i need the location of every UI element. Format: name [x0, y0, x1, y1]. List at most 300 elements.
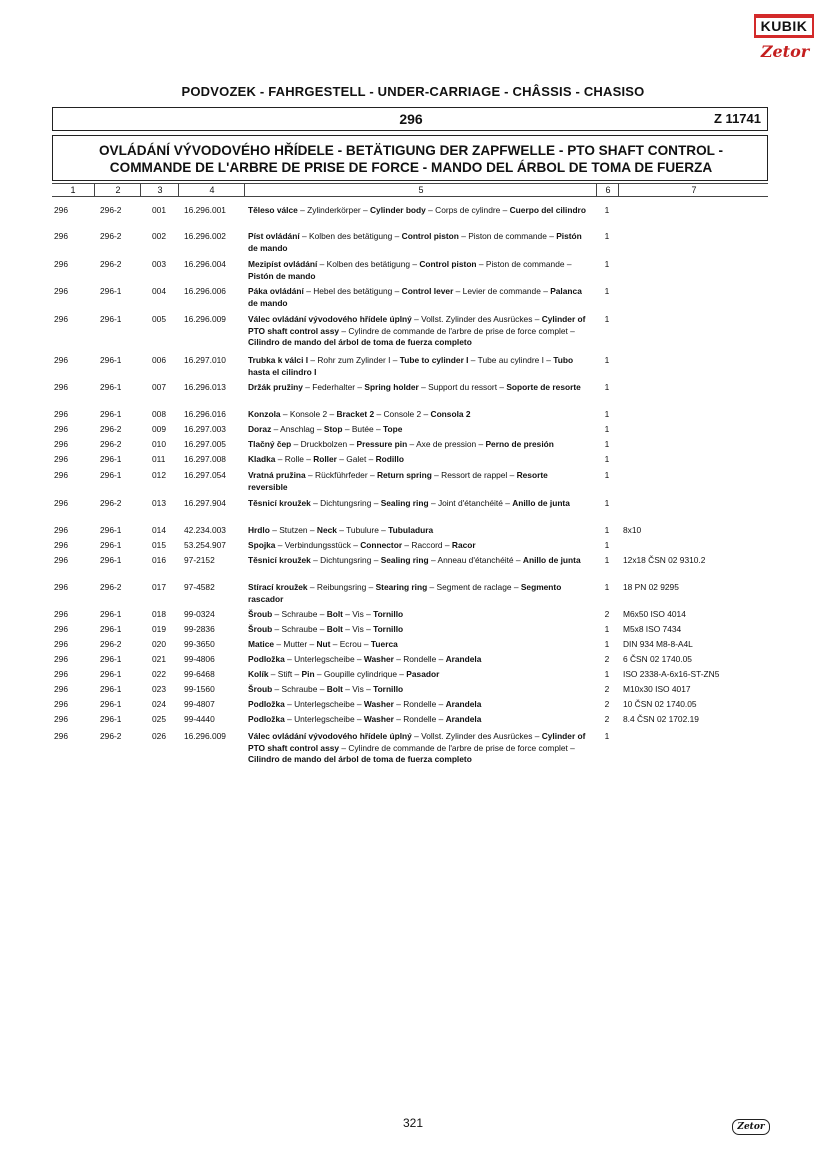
separator: –	[567, 742, 575, 753]
description-cz: Konzola	[248, 409, 281, 419]
separator: –	[393, 699, 404, 709]
part-number-cell: 16.297.010	[184, 355, 226, 365]
zetor-footer-logo: Zetor	[732, 1119, 770, 1135]
note-cell: 6 ČSN 02 1740.05	[623, 654, 692, 664]
separator: –	[275, 454, 285, 464]
part-number-cell: 99-4440	[184, 714, 215, 724]
separator: –	[567, 325, 575, 336]
description-es: Tornillo	[373, 624, 404, 634]
separator: –	[428, 498, 438, 508]
part-number-cell: 16.296.006	[184, 286, 226, 296]
position-cell: 018	[152, 609, 166, 619]
separator: –	[428, 555, 438, 565]
group-cell: 296	[54, 731, 68, 741]
separator: –	[347, 439, 357, 449]
position-cell: 008	[152, 409, 166, 419]
description-es: Consola 2	[430, 409, 471, 419]
separator: –	[476, 439, 486, 449]
description-cell	[248, 731, 588, 766]
group-cell: 296	[54, 409, 68, 419]
separator: –	[371, 498, 381, 508]
separator: –	[297, 205, 308, 215]
separator: –	[350, 540, 361, 550]
position-cell: 003	[152, 259, 166, 269]
quantity-cell: 1	[604, 205, 610, 215]
description-en: Cylinder of PTO shaft control assy	[248, 731, 586, 753]
description-cz: Stírací kroužek	[248, 582, 308, 592]
description-fr: Rondelle	[403, 699, 437, 709]
figure-cell: 296-2	[100, 424, 122, 434]
separator: –	[532, 731, 542, 741]
description-fr: Ecrou	[339, 639, 362, 649]
note-cell: 18 PN 02 9295	[623, 582, 679, 592]
column-header-5: 5	[244, 184, 597, 196]
separator: –	[390, 355, 400, 365]
quantity-cell: 2	[604, 699, 610, 709]
description-cz: Šroub	[248, 609, 273, 619]
description-cell	[248, 498, 588, 510]
quantity-cell: 1	[604, 582, 610, 592]
position-cell: 026	[152, 731, 166, 741]
separator: –	[507, 470, 517, 480]
description-en: Control piston	[419, 259, 477, 269]
description-cz: Spojka	[248, 540, 276, 550]
separator: –	[468, 355, 478, 365]
figure-cell: 296-1	[100, 314, 122, 324]
separator: –	[436, 654, 446, 664]
description-en: Washer	[363, 714, 394, 724]
description-en: Pressure pin	[356, 439, 408, 449]
part-number-cell: 99-4807	[184, 699, 215, 709]
position-cell: 002	[152, 231, 166, 241]
part-number-cell: 16.296.002	[184, 231, 226, 241]
description-fr: Support du ressort	[428, 382, 498, 392]
quantity-cell: 1	[604, 286, 610, 296]
position-cell: 006	[152, 355, 166, 365]
separator: –	[354, 714, 364, 724]
separator: –	[564, 259, 572, 269]
group-cell: 296	[54, 259, 68, 269]
group-cell: 296	[54, 498, 68, 508]
separator: –	[317, 684, 327, 694]
description-fr: Segment de raclage	[436, 582, 512, 592]
position-cell: 020	[152, 639, 166, 649]
group-cell: 296	[54, 669, 68, 679]
quantity-cell: 2	[604, 654, 610, 664]
description-cell	[248, 624, 588, 636]
part-number-cell: 99-1560	[184, 684, 215, 694]
description-es: Segmento rascador	[248, 582, 562, 604]
part-number-cell: 16.296.016	[184, 409, 226, 419]
description-cell	[248, 355, 588, 378]
group-cell: 296	[54, 525, 68, 535]
description-es: Palanca de mando	[248, 286, 582, 308]
description-en: Neck	[316, 525, 337, 535]
part-number-cell: 16.296.013	[184, 382, 226, 392]
separator: –	[374, 409, 384, 419]
separator: –	[303, 286, 314, 296]
group-cell: 296	[54, 654, 68, 664]
group-cell: 296	[54, 439, 68, 449]
description-cell	[248, 609, 588, 621]
quantity-cell: 2	[604, 684, 610, 694]
description-de: Stutzen	[279, 525, 308, 535]
separator: –	[280, 409, 290, 419]
position-cell: 015	[152, 540, 166, 550]
description-cell	[248, 470, 588, 493]
description-de: Dichtungsring	[320, 555, 372, 565]
quantity-cell: 1	[604, 314, 610, 324]
group-cell: 296	[54, 699, 68, 709]
description-de: Konsole 2	[289, 409, 328, 419]
separator: –	[327, 409, 337, 419]
part-number-cell: 16.297.005	[184, 439, 226, 449]
part-number-cell: 16.297.003	[184, 424, 226, 434]
description-cz: Válec ovládání vývodového hřídele úplný	[248, 731, 412, 741]
figure-cell: 296-1	[100, 286, 122, 296]
description-en: Control piston	[401, 231, 459, 241]
description-cz: Držák pružiny	[248, 382, 303, 392]
position-cell: 005	[152, 314, 166, 324]
separator: –	[393, 714, 404, 724]
column-header-2: 2	[94, 184, 141, 196]
description-cell	[248, 540, 588, 552]
separator: –	[431, 470, 442, 480]
separator: –	[342, 424, 352, 434]
description-fr: Galet	[346, 454, 367, 464]
part-number-cell: 16.296.009	[184, 731, 226, 741]
quantity-cell: 1	[604, 498, 610, 508]
description-en: Stop	[323, 424, 343, 434]
description-cell	[248, 525, 588, 537]
separator: –	[393, 654, 404, 664]
description-cz: Tlačný čep	[248, 439, 292, 449]
note-cell: 12x18 ČSN 02 9310.2	[623, 555, 706, 565]
description-fr: Console 2	[383, 409, 422, 419]
quantity-cell: 1	[604, 409, 610, 419]
description-de: Reibungsring	[316, 582, 367, 592]
position-cell: 007	[152, 382, 166, 392]
separator: –	[373, 424, 384, 434]
description-de: Schraube	[281, 684, 318, 694]
description-cz: Matice	[248, 639, 275, 649]
description-cell	[248, 424, 588, 436]
description-cell	[248, 259, 588, 282]
group-cell: 296	[54, 286, 68, 296]
description-es: Cuerpo del cilindro	[509, 205, 586, 215]
title-line-2: COMMANDE DE L'ARBRE DE PRISE DE FORCE - MANDO DEL ÁRBOL DE TOMA DE FUERZA	[109, 160, 713, 175]
description-cell	[248, 439, 588, 451]
description-es: Anillo de junta	[512, 498, 570, 508]
separator: –	[543, 355, 554, 365]
separator: –	[274, 639, 284, 649]
figure-cell: 296-1	[100, 714, 122, 724]
description-fr: Corps de cylindre	[435, 205, 501, 215]
description-cell	[248, 669, 588, 681]
description-fr: Vis	[352, 684, 364, 694]
separator: –	[436, 699, 446, 709]
separator: –	[453, 286, 463, 296]
description-cz: Podložka	[248, 654, 285, 664]
note-cell: M6x50 ISO 4014	[623, 609, 686, 619]
description-de: Federhalter	[312, 382, 356, 392]
separator: –	[342, 684, 353, 694]
part-number-cell: 97-4582	[184, 582, 215, 592]
note-cell: 10 ČSN 02 1740.05	[623, 699, 697, 709]
separator: –	[302, 382, 313, 392]
kubik-logo-text: KUBIK	[756, 18, 812, 35]
description-fr: Cylindre de commande de l'arbre de prise de force complet	[348, 325, 568, 336]
description-es: Tubuladura	[388, 525, 434, 535]
description-cz: Těleso válce	[248, 205, 298, 215]
figure-cell: 296-1	[100, 355, 122, 365]
description-fr: Axe de pression	[416, 439, 477, 449]
separator: –	[284, 654, 295, 664]
separator: –	[275, 540, 285, 550]
part-number-cell: 16.296.009	[184, 314, 226, 324]
figure-cell: 296-1	[100, 684, 122, 694]
position-cell: 004	[152, 286, 166, 296]
separator: –	[317, 609, 327, 619]
description-de: Rückführfeder	[315, 470, 368, 480]
description-es: Pasador	[406, 669, 440, 679]
note-cell: M10x30 ISO 4017	[623, 684, 691, 694]
description-cz: Kolík	[248, 669, 269, 679]
description-fr: Rondelle	[403, 654, 437, 664]
quantity-cell: 1	[604, 470, 610, 480]
description-fr: Butée	[351, 424, 374, 434]
separator: –	[425, 205, 436, 215]
quantity-cell: 1	[604, 669, 610, 679]
description-es: Anillo de junta	[522, 555, 581, 565]
figure-cell: 296-1	[100, 609, 122, 619]
separator: –	[342, 609, 353, 619]
description-en: Control lever	[401, 286, 454, 296]
separator: –	[367, 470, 377, 480]
part-number-cell: 16.297.008	[184, 454, 226, 464]
separator: –	[354, 699, 364, 709]
description-cz: Mezipíst ovládání	[248, 259, 318, 269]
figure-cell: 296-1	[100, 382, 122, 392]
figure-cell: 296-2	[100, 231, 122, 241]
quantity-cell: 1	[604, 540, 610, 550]
description-cell	[248, 286, 588, 309]
figure-cell: 296-1	[100, 525, 122, 535]
description-es: Soporte de resorte	[506, 382, 581, 392]
part-number-cell: 53.254.907	[184, 540, 226, 550]
quantity-cell: 1	[604, 382, 610, 392]
separator: –	[392, 286, 402, 296]
description-de: Unterlegscheibe	[294, 714, 355, 724]
separator: –	[497, 382, 507, 392]
separator: –	[502, 498, 513, 508]
description-cz: Těsnicí kroužek	[248, 498, 311, 508]
note-cell: ISO 2338-A-6x16-ST-ZN5	[623, 669, 720, 679]
figure-cell: 296-2	[100, 439, 122, 449]
separator: –	[330, 639, 340, 649]
group-cell: 296	[54, 684, 68, 694]
page-number: 321	[402, 1116, 424, 1130]
separator: –	[421, 409, 431, 419]
description-en: Return spring	[376, 470, 432, 480]
separator: –	[396, 669, 407, 679]
quantity-cell: 1	[604, 624, 610, 634]
description-fr: Levier de commande	[462, 286, 541, 296]
description-en: Roller	[313, 454, 337, 464]
separator: –	[476, 259, 486, 269]
description-en: Pin	[301, 669, 315, 679]
description-es: Tornillo	[373, 684, 404, 694]
description-fr: Vis	[352, 609, 364, 619]
separator: –	[314, 669, 324, 679]
separator: –	[310, 555, 321, 565]
group-cell: 296	[54, 424, 68, 434]
quantity-cell: 1	[604, 525, 610, 535]
description-cz: Páka ovládání	[248, 286, 304, 296]
description-es: Arandela	[445, 714, 482, 724]
description-cell	[248, 639, 588, 651]
separator: –	[271, 424, 281, 434]
separator: –	[307, 525, 317, 535]
position-cell: 001	[152, 205, 166, 215]
separator: –	[303, 454, 314, 464]
group-cell: 296	[54, 205, 68, 215]
quantity-cell: 1	[604, 555, 610, 565]
description-de: Kolben des betätigung	[326, 259, 411, 269]
column-header-3: 3	[140, 184, 179, 196]
figure-cell: 296-2	[100, 639, 122, 649]
description-de: Schraube	[281, 609, 318, 619]
note-cell: 8x10	[623, 525, 642, 535]
part-number-cell: 99-0324	[184, 609, 215, 619]
separator: –	[458, 231, 469, 241]
description-en: Stearing ring	[375, 582, 428, 592]
note-cell: DIN 934 M8-8-A4L	[623, 639, 693, 649]
quantity-cell: 1	[604, 259, 610, 269]
description-de: Unterlegscheibe	[294, 654, 355, 664]
description-es: Arandela	[445, 699, 482, 709]
separator: –	[269, 525, 280, 535]
separator: –	[291, 439, 301, 449]
separator: –	[268, 669, 278, 679]
separator: –	[292, 669, 302, 679]
separator: –	[361, 639, 371, 649]
part-number-cell: 42.234.003	[184, 525, 226, 535]
group-cell: 296	[54, 231, 68, 241]
group-cell: 296	[54, 454, 68, 464]
quantity-cell: 2	[604, 714, 610, 724]
separator: –	[402, 540, 412, 550]
description-de: Mutter	[283, 639, 308, 649]
figure-cell: 296-2	[100, 205, 122, 215]
separator: –	[305, 470, 316, 480]
description-cell	[248, 555, 588, 567]
description-es: Pistón de mando	[248, 231, 582, 253]
description-de: Vollst. Zylinder des Ausrückes	[421, 314, 533, 324]
separator: –	[342, 624, 353, 634]
group-cell: 296	[54, 314, 68, 324]
position-cell: 012	[152, 470, 166, 480]
group-code: Z 11741	[714, 111, 761, 126]
part-number-cell: 99-2836	[184, 624, 215, 634]
part-number-cell: 99-6468	[184, 669, 215, 679]
description-en: Cylinder body	[369, 205, 426, 215]
description-es: Tuerca	[370, 639, 398, 649]
position-cell: 019	[152, 624, 166, 634]
figure-cell: 296-1	[100, 409, 122, 419]
separator: –	[272, 684, 282, 694]
description-en: Tube to cylinder I	[399, 355, 469, 365]
quantity-cell: 1	[604, 731, 610, 741]
separator: –	[418, 382, 429, 392]
separator: –	[411, 314, 422, 324]
description-en: Bolt	[326, 609, 343, 619]
description-cell	[248, 409, 588, 421]
description-fr: Rondelle	[403, 714, 437, 724]
position-cell: 011	[152, 454, 166, 464]
description-en: Sealing ring	[380, 555, 429, 565]
separator: –	[427, 582, 437, 592]
separator: –	[272, 609, 282, 619]
figure-cell: 296-2	[100, 259, 122, 269]
separator: –	[371, 555, 381, 565]
figure-cell: 296-1	[100, 540, 122, 550]
separator: –	[284, 714, 295, 724]
group-cell: 296	[54, 609, 68, 619]
figure-cell: 296-2	[100, 582, 122, 592]
separator: –	[366, 454, 376, 464]
description-en: Bolt	[326, 684, 343, 694]
description-cz: Hrdlo	[248, 525, 270, 535]
separator: –	[513, 555, 523, 565]
separator: –	[339, 742, 349, 753]
separator: –	[317, 259, 327, 269]
separator: –	[336, 454, 347, 464]
part-number-cell: 99-3650	[184, 639, 215, 649]
column-header-7: 7	[618, 184, 769, 196]
description-de: Hebel des betätigung	[313, 286, 393, 296]
description-cz: Doraz	[248, 424, 272, 434]
part-number-cell: 16.296.001	[184, 205, 226, 215]
description-de: Stift	[277, 669, 293, 679]
separator: –	[354, 654, 364, 664]
position-cell: 013	[152, 498, 166, 508]
position-cell: 025	[152, 714, 166, 724]
description-es: Rodillo	[375, 454, 404, 464]
description-fr: Piston de commande	[485, 259, 565, 269]
description-cell	[248, 231, 588, 254]
description-cell	[248, 205, 588, 217]
description-es: Tope	[383, 424, 403, 434]
description-es: Arandela	[445, 654, 482, 664]
description-cz: Těsnicí kroužek	[248, 555, 311, 565]
separator: –	[436, 714, 446, 724]
description-cz: Kladka	[248, 454, 276, 464]
separator: –	[500, 205, 510, 215]
group-cell: 296	[54, 714, 68, 724]
description-de: Vollst. Zylinder des Ausrückes	[421, 731, 533, 741]
description-cell	[248, 699, 588, 711]
position-cell: 016	[152, 555, 166, 565]
description-en: Cylinder of PTO shaft control assy	[248, 314, 586, 336]
quantity-cell: 1	[604, 424, 610, 434]
separator: –	[360, 205, 370, 215]
description-es: Tubo hasta el cilindro I	[248, 355, 574, 377]
description-en: Spring holder	[364, 382, 419, 392]
description-es: Pistón de mando	[248, 270, 316, 281]
group-cell: 296	[54, 555, 68, 565]
separator: –	[407, 439, 417, 449]
